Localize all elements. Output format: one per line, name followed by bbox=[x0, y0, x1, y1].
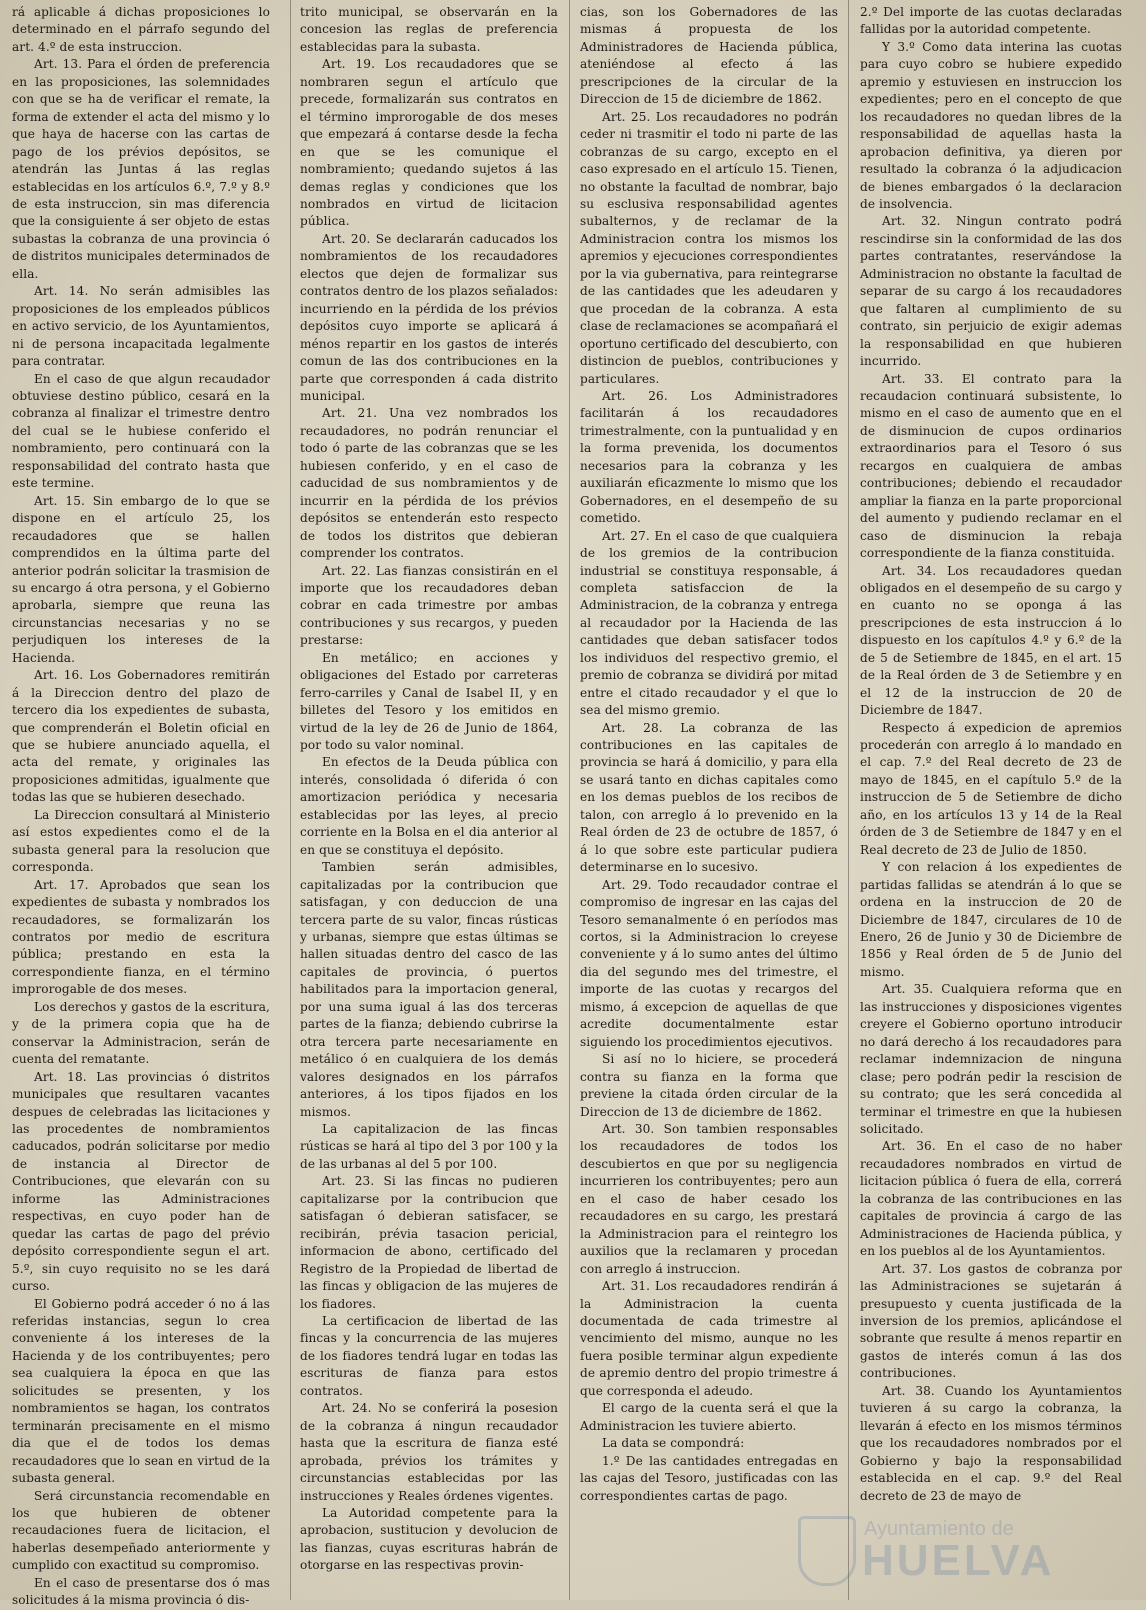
paragraph: En metálico; en acciones y obligaciones del Estado por carreteras ferro-carriles y Canal de Isabel II, y en billetes del Tesoro y los emitidos en virtud de la ley de 26 de Junio de 1864, por todo su valor nominal. bbox=[300, 650, 558, 753]
paragraph: Y con relacion á los expedientes de partidas fallidas se atendrán á lo que se ordena en la instruccion de 20 de Diciembre de 1847, circulares de 10 de Enero, 26 de Junio y 30 de Diciembre de 1856 y Real órden de 5 de Junio del mismo. bbox=[860, 860, 1122, 979]
column-rule-2 bbox=[569, 0, 570, 1600]
paragraph: Art. 29. Todo recaudador contrae el compromiso de ingresar en las cajas del Tesoro semanalmente ó en períodos mas cortos, si la Administracion lo creyese conveniente y á lo sumo antes del último dia del segundo mes del trimestre, el importe de las cuotas y recargos del mismo, á excepcion de aquellas de que acredite documentalmente estar siguiendo los procedimientos ejecutivos. bbox=[580, 877, 838, 1049]
paragraph: Art. 16. Los Gobernadores remitirán á la Direccion dentro del plazo de tercero dia los expedientes de subasta, que comprenderán el Boletin oficial en que se hubiere anunciado aquella, el acta del remate, y originales las proposiciones admitidas, igualmente que todas las que se hubieren desechado. bbox=[12, 668, 270, 805]
paragraph: 2.º Del importe de las cuotas declaradas fallidas por la autoridad competente. bbox=[860, 5, 1122, 37]
paragraph: En el caso de presentarse dos ó mas solicitudes á la misma provincia ó dis- bbox=[12, 1575, 270, 1608]
paragraph: Art. 35. Cualquiera reforma que en las instrucciones y disposiciones vigentes creyere el Gobierno oportuno introducir no dará derecho á los recaudadores para reclamar indemnizacion de ninguna clase; pero podrán pedir la rescision de su contrato; que les será concedida al terminar el trimestre en que la hubiesen solicitado. bbox=[860, 982, 1122, 1136]
paragraph: Art. 30. Son tambien responsables los recaudadores de todos los descubiertos en que por su negligencia incurrieren los contribuyentes; pero aun en el caso de haber cesado los recaudadores en su cargo, les prestará la Administracion para el reintegro los auxilios que la reclamaren y procedan con arreglo á instruccion. bbox=[580, 1122, 838, 1276]
paragraph: Art. 32. Ningun contrato podrá rescindirse sin la conformidad de las dos partes contratantes, reservándose la Administracion no obstante la facultad de separar de su cargo á los recaudadores que faltaren al cumplimiento de su contrato, sin perjuicio de exigir ademas la responsabilidad en que hubieren incurrido. bbox=[860, 214, 1122, 369]
paragraph: Art. 13. Para el órden de preferencia en las proposiciones, las solemnidades con que se ha de verificar el remate, la forma de extender el acta del mismo y lo que haya de hacerse con las cartas de pago de los prévios depósitos, se atendrán las Juntas á las reglas establecidas en los artículos 6.º, 7.º y 8.º de esta instruccion, sin mas diferencia que la consiguiente á ser objeto de estas subastas la cobranza de una provincia ó de distritos municipales determinados de ella. bbox=[12, 57, 270, 281]
paragraph: Art. 34. Los recaudadores quedan obligados en el desempeño de su cargo y en cuanto no se oponga á las prescripciones de esta instruccion á lo dispuesto en los capítulos 4.º y 6.º de la de 5 de Setiembre de 1845, en el art. 15 de la Real órden de 3 de Setiembre y en el 12 de la instruccion de 20 de Diciembre de 1847. bbox=[860, 563, 1122, 718]
watermark-main-line: HUELVA bbox=[862, 1536, 1055, 1585]
watermark-top-line: Ayuntamiento de bbox=[864, 1518, 1014, 1540]
paragraph: En efectos de la Deuda pública con interés, consolidada ó diferida ó con amortizacion periódica y necesaria establecidas por las leyes, al precio corriente en la Bolsa en el dia anterior al en que se constituya el depósito. bbox=[300, 755, 558, 857]
paragraph: Art. 33. El contrato para la recaudacion continuará subsistente, lo mismo en el caso de aumento que en el de disminucion de cupos ordinarios extraordinarios para el Tesoro ó sus recargos en cualquiera de ambas contribuciones; debiendo el recaudador ampliar la fianza en la parte proporcional del aumento y pudiendo reclamar en el caso de disminucion la rebaja correspondiente de la fianza constituida. bbox=[860, 371, 1122, 561]
paragraph: Art. 20. Se declararán caducados los nombramientos de los recaudadores electos que dejen de formalizar sus contratos dentro de los plazos señalados: incurriendo en la pérdida de los prévios depósitos cuyo importe se aplicará á ménos repartir en los gastos de interés comun de las dos contribuciones en la parte que corresponden á cada distrito municipal. bbox=[300, 231, 558, 403]
paragraph: 1.º De las cantidades entregadas en las cajas del Tesoro, justificadas con las correspondientes cartas de pago. bbox=[580, 1453, 838, 1503]
paragraph: La data se compondrá: bbox=[602, 1436, 745, 1451]
text-column-4 bbox=[860, 4, 1122, 1596]
paragraph: Art. 19. Los recaudadores que se nombraren segun el artículo que precede, formalizarán sus contratos en el término improrogable de dos meses que empezará á contarse desde la fecha en que se les comunique el nombramiento; quedando sujetos á las demas reglas y condiciones que los nombrados en virtud de licitacion pública. bbox=[300, 57, 558, 229]
paragraph: La capitalizacion de las fincas rústicas se hará al tipo del 3 por 100 y la de las urbanas al del 5 por 100. bbox=[300, 1122, 558, 1171]
paragraph: Art. 18. Las provincias ó distritos municipales que resultaren vacantes despues de celebradas las licitaciones y las procedentes de nombramientos caducados, podrán solicitarse por medio de instancia al Director de Contribuciones, que elevarán con su informe las Administraciones respectivas, en cuyo poder han de quedar las cartas de pago del prévio depósito correspondiente segun el art. 5.º, sin cuyo requisito no se les dará curso. bbox=[12, 1069, 270, 1294]
paragraph: Art. 25. Los recaudadores no podrán ceder ni trasmitir el todo ni parte de las cobranzas de su cargo, excepto en el caso expresado en el artículo 15. Tienen, no obstante la facultad de nombrar, bajo su esclusiva responsabilidad agentes subalternos, y de reclamar de la Administracion contra los mismos los apremios y ejecuciones correspondientes por la via gubernativa, para reintegrarse de las cantidades que les adeudaren y que procedan de la cobranza. A esta clase de reclamaciones se acompañará el oportuno certificado del descubierto, con distincion de pueblos, contribuciones y particulares. bbox=[580, 109, 838, 386]
paragraph: Y 3.º Como data interina las cuotas para cuyo cobro se hubiere expedido apremio y estuviesen en instruccion los expedientes; pero en el concepto de que los recaudadores no quedan libres de la responsabilidad de aquellas hasta la aprobacion definitiva, ya dieren por resultado la cobranza ó la adjudicacion de bienes embargados ó la declaracion de insolvencia. bbox=[860, 39, 1122, 211]
paragraph: La Autoridad competente para la aprobacion, sustitucion y devolucion de las fianzas, cuyas escrituras habrán de otorgarse en las respectivas provin- bbox=[300, 1505, 558, 1573]
paragraph: Los derechos y gastos de la escritura, y de la primera copia que ha de conservar la Administracion, serán de cuenta del rematante. bbox=[12, 999, 270, 1067]
paragraph: Art. 37. Los gastos de cobranza por las Administraciones se sujetarán á presupuesto y cuenta justificada de la inversion de los premios, aplicándose el sobrante que resulte á menos repartir en gastos de interés comun á las dos contribuciones. bbox=[860, 1261, 1122, 1381]
column-rule-3 bbox=[848, 0, 849, 1600]
text-column-1 bbox=[12, 4, 270, 1608]
paragraph: Art. 24. No se conferirá la posesion de la cobranza á ningun recaudador hasta que la escritura de fianza esté aprobada, prévios los trámites y circunstancias establecidas por las instrucciones y Reales órdenes vigentes. bbox=[300, 1401, 558, 1503]
text-column-2 bbox=[300, 4, 558, 1596]
column-rule-1 bbox=[290, 0, 291, 1600]
paragraph: Art. 27. En el caso de que cualquiera de los gremios de la contribucion industrial se constituya responsable, á completa satisfaccion de la Administracion, de la cobranza y entrega al recaudador por la Hacienda de las cantidades que deban satisfacer todos los individuos del respectivo gremio, el premio de cobranza se dividirá por mitad entre el citado recaudador y el que lo sea del mismo gremio. bbox=[580, 528, 838, 718]
paragraph: Art. 17. Aprobados que sean los expedientes de subasta y nombrados los recaudadores, se formalizarán los contratos por medio de escritura pública; prestando en esta la correspondiente fianza, en el término improrogable de dos meses. bbox=[12, 877, 270, 997]
paragraph: La Direccion consultará al Ministerio así estos expedientes como el de la subasta general para la resolucion que corresponda. bbox=[12, 807, 270, 875]
paragraph: Será circunstancia recomendable en los que hubieren de obtener recaudaciones fuera de licitacion, el haberlas desempeñado anteriormente y cumplido con exactitud su compromiso. bbox=[12, 1488, 270, 1573]
paragraph: La certificacion de libertad de las fincas y la concurrencia de las mujeres de los fiadores tendrá lugar en todas las escrituras de fianza para estos contratos. bbox=[300, 1313, 558, 1398]
paragraph: Art. 38. Cuando los Ayuntamientos tuvieren á su cargo la cobranza, la llevarán á efecto en los mismos términos que los recaudadores nombrados por el Gobierno y bajo la responsabilidad establecida en el cap. 9.º del Real decreto de 23 de mayo de bbox=[860, 1383, 1122, 1503]
paragraph: Respecto á expedicion de apremios procederán con arreglo á lo mandado en el cap. 7.º del Real decreto de 23 de mayo de 1845, en el capítulo 5.º de la instruccion de 5 de Setiembre de dicho año, en los artículos 13 y 14 de la Real órden de 3 de Setiembre de 1847 y en el Real decreto de 23 de Julio de 1850. bbox=[860, 720, 1122, 857]
paragraph: Art. 28. La cobranza de las contribuciones en las capitales de provincia se hará á domicilio, y para ella se usará tanto en dichas capitales como en los demas pueblos de los recibos de talon, con arreglo á lo prevenido en la Real órden de 23 de octubre de 1857, ó á lo que sobre este particular pudiera determinarse en lo sucesivo. bbox=[580, 720, 838, 875]
paragraph: Art. 21. Una vez nombrados los recaudadores, no podrán renunciar el todo ó parte de las cobranzas que se les hubiesen conferido, y en el caso de caducidad de sus nombramientos y de incurrir en la pérdida de los prévios depósitos se entenderán esto respecto de todos los distritos que debieran comprender los contratos. bbox=[300, 406, 558, 561]
paragraph: El Gobierno podrá acceder ó no á las referidas instancias, segun lo crea conveniente á los intereses de la Hacienda y de los contribuyentes; pero sea cualquiera la época en que las solicitudes se presenten, y los nombramientos se hagan, los contratos terminarán precisamente en el mismo dia que el de todos los demas recaudadores que lo sean en virtud de la subasta general. bbox=[12, 1296, 270, 1486]
paragraph: Art. 26. Los Administradores facilitarán á los recaudadores trimestralmente, con la puntualidad y en la forma prevenida, los documentos necesarios para la cobranza y les auxiliarán eficazmente lo mismo que los Gobernadores, en el desempeño de su cometido. bbox=[580, 388, 838, 526]
paragraph: Art. 36. En el caso de no haber recaudadores nombrados en virtud de licitacion pública ó fuera de ella, correrá la cobranza de las contribuciones en las capitales de provincia á cargo de las Administraciones de Hacienda pública, y en los pueblos al de los Ayuntamientos. bbox=[860, 1139, 1122, 1259]
paragraph: Art. 31. Los recaudadores rendirán á la Administracion la cuenta documentada de cada trimestre al vencimiento del mismo, aunque no les fuera posible terminar algun expediente de apremio dentro del propio trimestre á que corresponda el adeudo. bbox=[580, 1279, 838, 1398]
paragraph: Si así no lo hiciere, se procederá contra su fianza en la forma que previene la citada órden circular de la Direccion de 13 de diciembre de 1862. bbox=[580, 1052, 838, 1119]
paragraph: Art. 14. No serán admisibles las proposiciones de los empleados públicos en activo servicio, de los Ayuntamientos, ni de persona incapacitada legalmente para contratar. bbox=[12, 284, 270, 369]
paragraph: Art. 23. Si las fincas no pudieren capitalizarse por la contribucion que satisfagan ó debieran satisfacer, se recibirán, prévia tasacion pericial, informacion de abono, certificado del Registro de la Propiedad de libertad de las fincas y obligacion de las mujeres de los fiadores. bbox=[300, 1174, 558, 1311]
paragraph: rá aplicable á dichas proposiciones lo determinado en el párrafo segundo del art. 4.º de esta instruccion. bbox=[12, 5, 270, 54]
paragraph: Tambien serán admisibles, capitalizadas por la contribucion que satisfagan, y con deduccion de una tercera parte de su valor, fincas rústicas y urbanas, siempre que estas últimas se hallen situadas dentro del casco de las capitales de provincia, ó puertos habilitados para la importacion general, por una suma igual á las dos terceras partes de la fianza; debiendo cubrirse la otra tercera parte necesariamente en metálico ó en cualquiera de los demás valores designados en los párrafos anteriores, á los tipos fijados en los mismos. bbox=[300, 860, 558, 1119]
paragraph: cias, son los Gobernadores de las mismas á propuesta de los Administradores de Hacienda pública, ateniéndose al efecto á las prescripciones de la circular de la Direccion de 15 de diciembre de 1862. bbox=[580, 5, 838, 107]
paragraph: Art. 15. Sin embargo de lo que se dispone en el artículo 25, los recaudadores que se hallen comprendidos en la última parte del anterior podrán solicitar la trasmision de su encargo á otra persona, y el Gobierno aprobarla, siempre que reuna las circunstancias necesarias y no se perjudiquen los intereses de la Hacienda. bbox=[12, 493, 270, 665]
paragraph: En el caso de que algun recaudador obtuviese destino público, cesará en la cobranza al finalizar el trimestre dentro del cual se le hubiese conferido el nombramiento, pero continuará con la responsabilidad del contrato hasta que este termine. bbox=[12, 371, 270, 491]
text-column-3 bbox=[580, 4, 838, 1596]
paragraph: trito municipal, se observarán en la concesion las reglas de preferencia establecidas para la subasta. bbox=[300, 5, 558, 54]
paragraph: El cargo de la cuenta será el que la Administracion les tuviere abierto. bbox=[580, 1401, 838, 1433]
paragraph: Art. 22. Las fianzas consistirán en el importe que los recaudadores deban cobrar en cada trimestre por ambas contribuciones y sus recargos, y pueden prestarse: bbox=[300, 563, 558, 648]
